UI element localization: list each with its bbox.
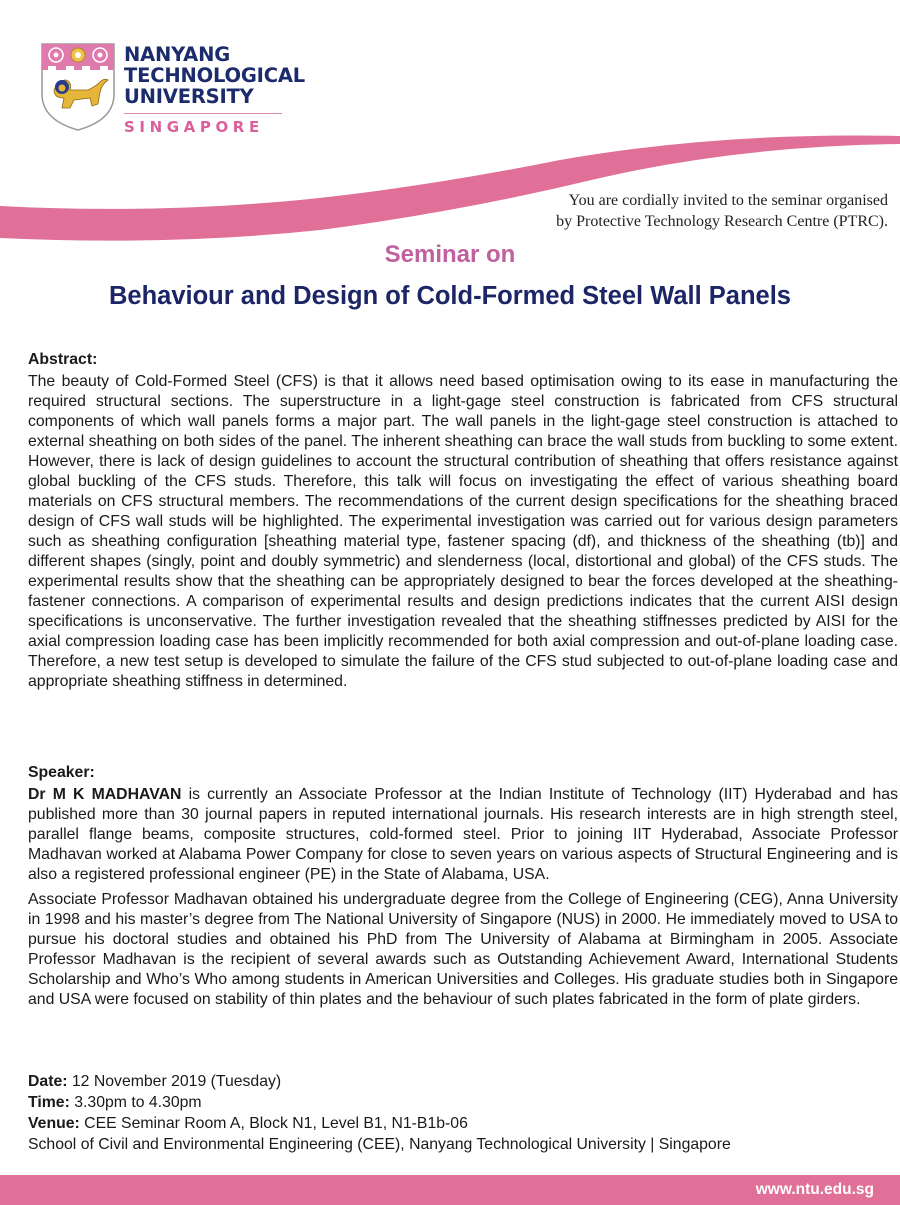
speaker-bio-text: is currently an Associate Professor at the Indian Institute of Technology (IIT) Hyderabad and has published more than 30 journal papers in reputed international journals. His research interests are in high strength steel, parallel flange beams, composite structures, cold-formed steel. Prior to joining IIT Hyderabad, Associate Professor Madhavan worked at Alabama Power Company for close to seven years on various aspects of Structural Engineering and is also a registered professional engineer (PE) in the State of Alabama, USA. [28,786,898,883]
venue-label: Venue: [28,1115,80,1132]
logo-divider [124,113,282,114]
date-value: 12 November 2019 (Tuesday) [67,1073,282,1090]
ntu-crest-lion-icon [40,42,116,132]
time-label: Time: [28,1094,70,1111]
invitation-line: You are cordially invited to the seminar organised [568,192,888,209]
ntu-logo [40,42,305,136]
seminar-kicker: Seminar on [384,241,516,268]
invitation-line: by Protective Technology Research Centre (PTRC). [556,213,888,230]
date-label: Date: [28,1073,68,1090]
logo-line: TECHNOLOGICAL [124,64,305,87]
event-date [28,1071,731,1092]
speaker-name: Dr M K MADHAVAN [28,786,182,803]
logo-line: UNIVERSITY [124,85,254,108]
logo-line: NANYANG [124,43,231,66]
venue-value: CEE Seminar Room A, Block N1, Level B1, N1-B1b-06 [79,1115,468,1132]
seminar-title: Behaviour and Design of Cold-Formed Steel Wall Panels [108,282,791,310]
abstract-body: The beauty of Cold-Formed Steel (CFS) is that it allows need based optimisation owing to its ease in manufacturing the required structural sections. The superstructure in a light-gage steel construction is fabricated from CFS structural components of which wall panels forms a major part. The wall panels in the light-gage steel construction is attached to external sheathing on both sides of the panel. The inherent sheathing can brace the wall studs from buckling to some extent. However, there is lack of design guidelines to account the structural contribution of sheathing that offers resistance against global buckling of the CFS studs. Therefore, this talk will focus on investigating the effect of various sheathing board materials on CFS structural members. The recommendations of the current design specifications for the sheathing braced design of CFS wall studs will be highlighted. The experimental investigation was carried out for various design parameters such as sheathing configuration [sheathing material type, fastener spacing (df), and thickness of the sheathing (tb)] and different shapes (singly, point and doubly symmetric) and slenderness (local, distortional and global) of the CFS studs. The experimental results show that the sheathing can be appropriately designed to bear the forces developed at the sheathing-fastener connections. A comparison of experimental results and design predictions indicates that the current AISI design specifications is unconservative. The further investigation revealed that the sheathing stiffnesses predicted by AISI for the axial compression loading case has been implicitly recommended for both axial compression and out-of-plane loading case. Therefore, a new test setup is developed to simulate the failure of the CFS stud subjected to out-of-plane loading case and appropriate sheathing stiffness in determined. [28,373,898,690]
logo-wordmark [124,44,305,136]
logo-country: SINGAPORE [124,118,264,136]
abstract-section [28,350,898,692]
event-venue [28,1113,731,1134]
speaker-heading: Speaker: [28,764,95,781]
speaker-bio-paragraph [28,785,898,885]
invitation-note [556,190,888,232]
speaker-section [28,763,898,1015]
speaker-bio-paragraph: Associate Professor Madhavan obtained his undergraduate degree from the College of Engineering (CEG), Anna University in 1998 and his master’s degree from The National University of Singapore (NUS) in 2000. He immediately moved to USA to pursue his doctoral studies and obtained his PhD from The University of Alabama at Birmingham in 2005. Associate Professor Madhavan is the recipient of several awards such as Outstanding Achievement Award, International Students Scholarship and Who’s Who among students in American Universities and Colleges. His graduate studies both in Singapore and USA were focused on stability of thin plates and the behaviour of such plates fabricated in the form of plate girders. [28,891,898,1008]
abstract-heading: Abstract: [28,351,98,368]
footer-website-link[interactable]: www.ntu.edu.sg [755,1181,874,1198]
time-value: 3.30pm to 4.30pm [69,1094,202,1111]
event-school: School of Civil and Environmental Engineering (CEE), Nanyang Technological University | Singapore [28,1136,731,1153]
footer-bar [0,1175,900,1205]
event-details [28,1071,731,1155]
event-time [28,1092,731,1113]
